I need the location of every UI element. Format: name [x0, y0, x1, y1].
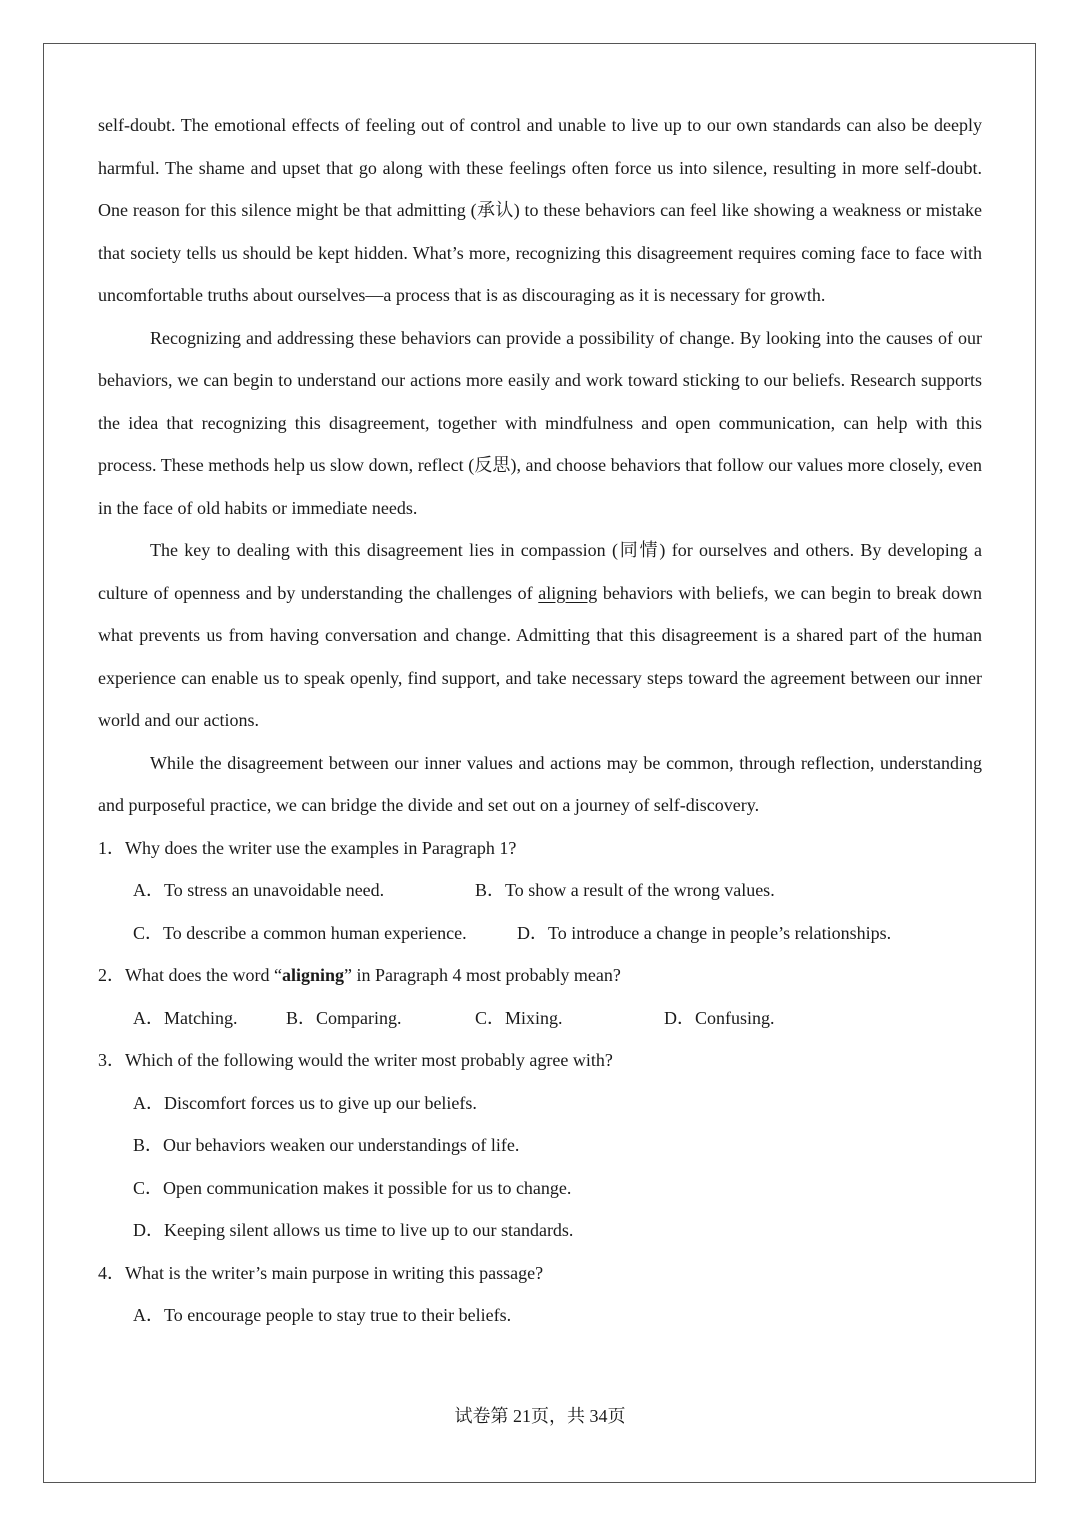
question-3-option-d: D．Keeping silent allows us time to live up to our standards. — [133, 1220, 574, 1240]
question-1-options-row-1 — [98, 869, 982, 912]
question-1-option-c: C．To describe a common human experience. — [133, 922, 467, 943]
passage-paragraph-1-continued: self-doubt. The emotional effects of feeling out of control and unable to live up to our own standards can also be deeply harmful. The shame and upset that go along with these feelings often force us into silence, resulting in more self-doubt. One reason for this silence might be that admitting (承认) to these behaviors can feel like showing a weakness or mistake that society tells us should be kept hidden. What’s more, recognizing this disagreement requires coming face to face with uncomfortable truths about ourselves—a process that is as discouraging as it is necessary for growth. — [98, 115, 982, 305]
passage-paragraph-4: While the disagreement between our inner values and actions may be common, through reflection, understanding and purposeful practice, we can bridge the divide and set out on a journey of self-discovery. — [98, 752, 982, 815]
question-3-option-b: B．Our behaviors weaken our understandings of life. — [133, 1135, 520, 1155]
question-2-option-b: B．Comparing. — [286, 1007, 402, 1028]
question-3-option-c: C．Open communication makes it possible for us to change. — [133, 1177, 572, 1198]
question-3-option-a: A．Discomfort forces us to give up our beliefs. — [133, 1092, 477, 1113]
question-3-stem: 3．Which of the following would the writer most probably agree with? — [98, 1050, 613, 1070]
question-2-option-d: D．Confusing. — [664, 1007, 775, 1028]
question-1-option-a: A．To stress an unavoidable need. — [133, 880, 385, 900]
passage-paragraph-3 — [98, 529, 982, 742]
question-2-stem-before: 2．What does the word “ — [98, 965, 282, 985]
question-1-option-b: B．To show a result of the wrong values. — [475, 880, 775, 900]
passage-paragraph-2: Recognizing and addressing these behaviors can provide a possibility of change. By looking into the causes of our behaviors, we can begin to understand our actions more easily and work toward sticking to our beliefs. Research supports the idea that recognizing this disagreement, together with mindfulness and open communication, can help with this process. These methods help us slow down, reflect (反思), and choose behaviors that follow our values more closely, even in the face of old habits or immediate needs. — [98, 327, 982, 518]
question-2-stem — [98, 954, 982, 997]
question-2-bold-word: aligning — [281, 965, 344, 985]
question-2-stem-after: ” in Paragraph 4 most probably mean? — [343, 965, 621, 985]
paragraph-3-text-after: behaviors with beliefs, we can begin to break down what prevents us from having conversation and change. Admitting that this disagreement is a shared part of the human experience can enable us to speak openly, find support, and take necessary steps toward the agreement between our inner world and our actions. — [98, 582, 983, 730]
question-2-option-c: C．Mixing. — [475, 1007, 563, 1028]
question-4-stem: 4．What is the writer’s main purpose in writing this passage? — [98, 1262, 544, 1283]
exam-content — [98, 104, 982, 1337]
question-2-option-a: A．Matching. — [133, 1007, 238, 1028]
underlined-word-aligning: aligning — [538, 582, 598, 603]
question-4-option-a: A．To encourage people to stay true to their beliefs. — [133, 1305, 512, 1325]
question-1-stem: 1．Why does the writer use the examples in Paragraph 1? — [98, 837, 517, 858]
page-footer: 试卷第 21页，共 34页 — [454, 1406, 626, 1426]
question-1-option-d: D．To introduce a change in people’s relationships. — [517, 922, 892, 943]
question-2-options-row — [98, 997, 982, 1040]
paragraph-3-text-before: The key to dealing with this disagreement lies in compassion (同情) for ourselves and others. By developing a culture of openness and by understanding the challenges of — [98, 540, 982, 603]
question-1-options-row-2 — [98, 912, 982, 955]
